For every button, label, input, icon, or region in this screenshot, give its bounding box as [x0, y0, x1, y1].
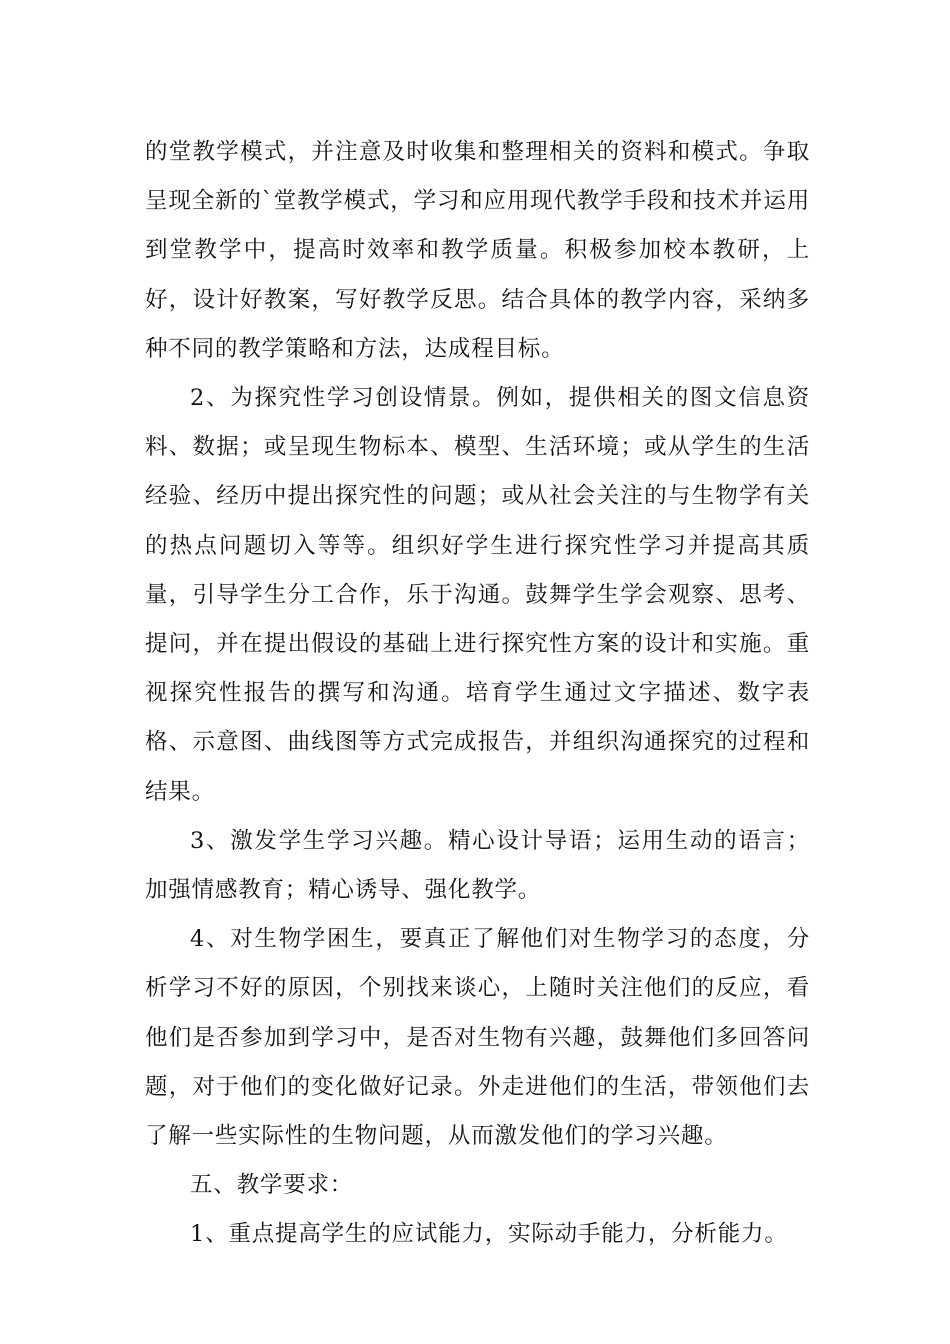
paragraph-inquiry-learning: 2、为探究性学习创设情景。例如，提供相关的图文信息资料、数据；或呈现生物标本、模型、生活环境；或从学生的生活经验、经历中提出探究性的问题；或从社会关注的与生物学有关的热点问题切入等等。组织好学生进行探究性学习并提高其质量，引导学生分工合作，乐于沟通。鼓舞学生学会观察、思考、提问，并在提出假设的基础上进行探究性方案的设计和实施。重视探究性报告的撰写和沟通。培育学生通过文字描述、数字表格、示意图、曲线图等方式完成报告，并组织沟通探究的过程和结果。 [145, 385, 810, 805]
paragraph-struggling-students: 4、对生物学困生，要真正了解他们对生物学习的态度，分析学习不好的原因，个别找来谈心，上随时关注他们的反应，看他们是否参加到学习中，是否对生物有兴趣，鼓舞他们多回答问题，对于他们的变化做好记录。外走进他们的生活，带领他们去了解一些实际性的生物问题，从而激发他们的学习兴趣。 [145, 926, 810, 1150]
section-heading-teaching-requirements: 五、教学要求： [190, 1172, 354, 1199]
paragraph-requirement-1: 1、重点提高学生的应试能力，实际动手能力，分析能力。 [190, 1221, 788, 1248]
paragraph-teaching-mode: 的堂教学模式，并注意及时收集和整理相关的资料和模式。争取呈现全新的`堂教学模式，学习和应用现代教学手段和技术并运用到堂教学中，提高时效率和教学质量。积极参加校本教研，上好，设计好教案，写好教学反思。结合具体的教学内容，采纳多种不同的教学策略和方法，达成程目标。 [145, 139, 810, 362]
document-body [145, 128, 810, 1260]
paragraph-learning-interest: 3、激发学生学习兴趣。精心设计导语；运用生动的语言；加强情感教育；精心诱导、强化教学。 [145, 827, 810, 904]
